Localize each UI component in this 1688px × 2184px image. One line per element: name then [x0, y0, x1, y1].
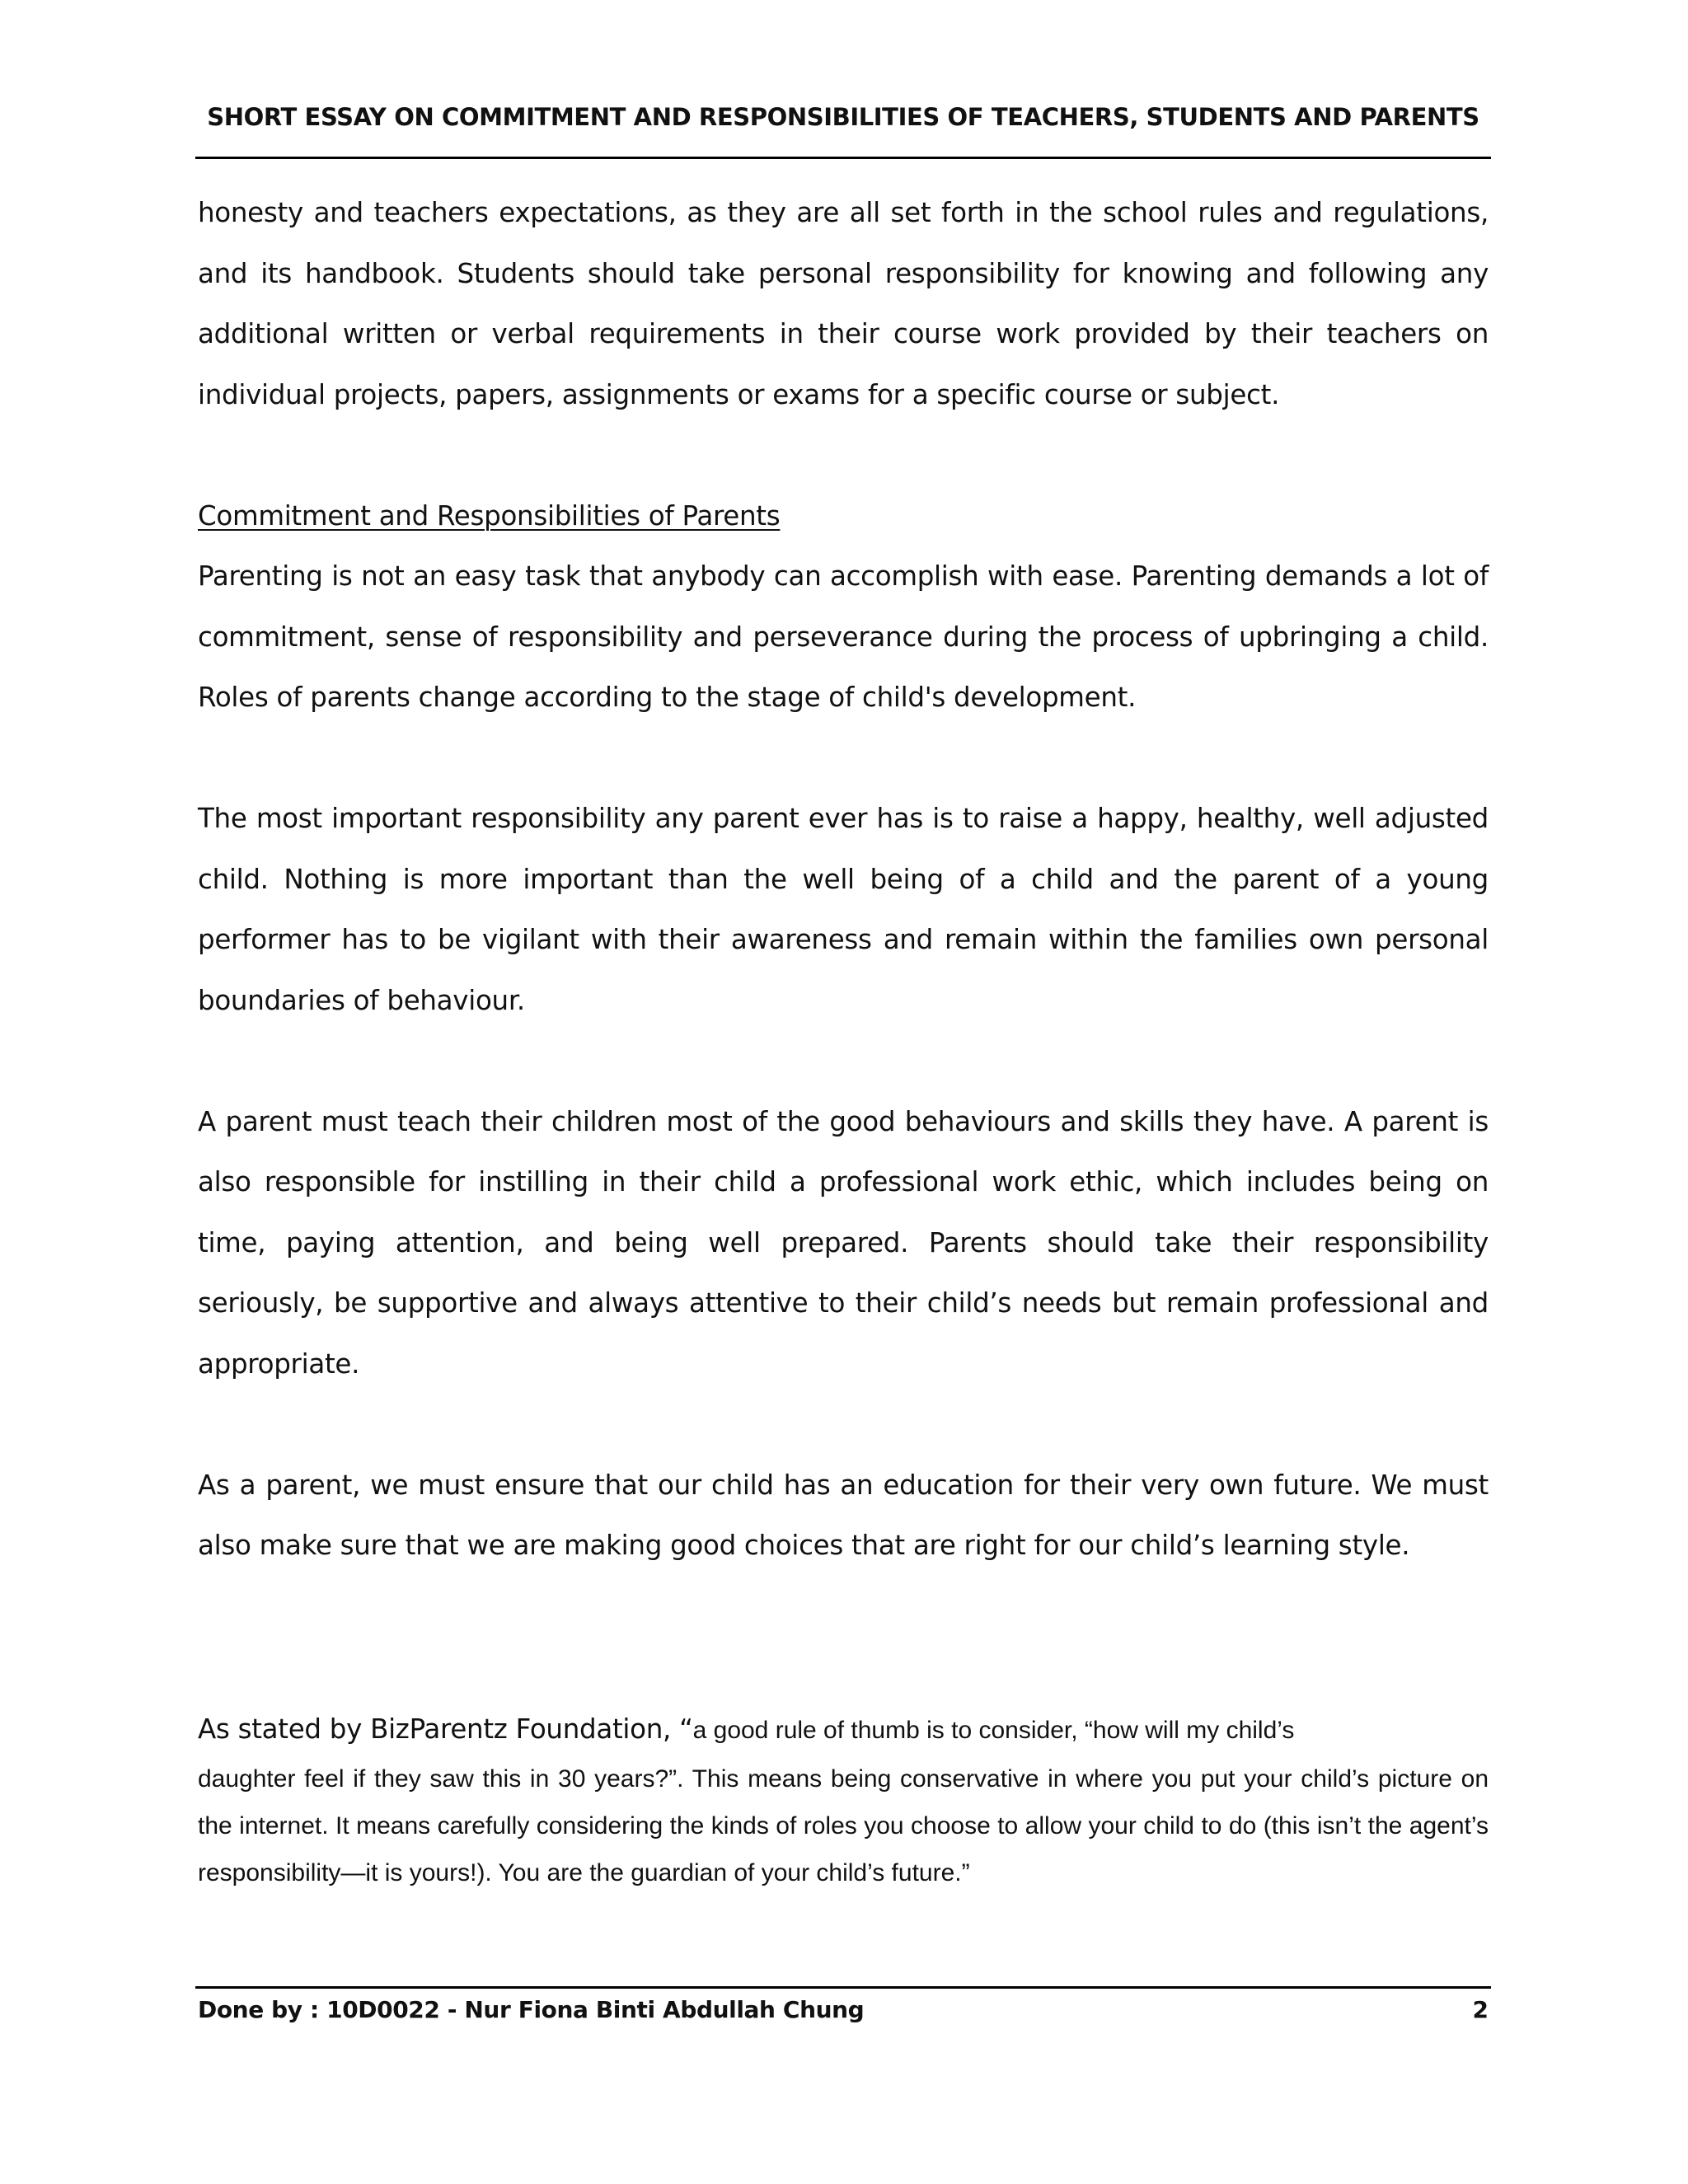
spacer	[198, 1031, 1489, 1092]
quote-first-line	[198, 1704, 1489, 1755]
footer-author: Done by : 10D0022 - Nur Fiona Binti Abdullah Chung	[198, 1996, 865, 2023]
header-rule	[195, 157, 1491, 159]
quote-first-line-tail: a good rule of thumb is to consider, “how will my child’s	[692, 1717, 1295, 1744]
spacer	[198, 1394, 1489, 1455]
paragraph-teach-behaviours: A parent must teach their children most of the good behaviours and skills they have. A parent is also responsible for instilling in their child a professional work ethic, which includes being on time, paying attention, and being well prepared. Parents should take their responsibility seriously, be supportive and always attentive to their child’s needs but remain professional and appropriate.	[198, 1105, 1489, 1380]
footer-rule	[195, 1986, 1491, 1989]
essay-body	[198, 183, 1489, 1577]
quote-continuation: daughter feel if they saw this in 30 years?”. This means being conservative in where you put your child’s picture on the internet. It means carefully considering the kinds of roles you choose to allow your child to do (this isn’t the agent’s responsibility—it is yours!). You are the guardian of your child’s future.”	[198, 1765, 1489, 1886]
paragraph-education-future: As a parent, we must ensure that our child has an education for their very own future. We must also make sure that we are making good choices that are right for our child’s learning style.	[198, 1469, 1489, 1561]
page-number: 2	[1472, 1996, 1489, 2023]
paragraph-most-important: The most important responsibility any parent ever has is to raise a happy, healthy, well adjusted child. Nothing is more important than the well being of a child and the parent of a young performer has to be vigilant with their awareness and remain within the families own personal boundaries of behaviour.	[198, 803, 1489, 1016]
spacer	[198, 729, 1489, 790]
intro-paragraph: honesty and teachers expectations, as they are all set forth in the school rules and regulations, and its handbook. Students should take personal responsibility for knowing and following any additional written or verbal requirements in their course work provided by their teachers on individual projects, papers, assignments or exams for a specific course or subject.	[198, 197, 1489, 410]
quote-lead-in: As stated by BizParentz Foundation, “	[198, 1713, 693, 1745]
paragraph-parenting-task: Parenting is not an easy task that anybody can accomplish with ease. Parenting demands a lot of commitment, sense of responsibility and perseverance during the process of upbringing a child. Roles of parents change according to the stage of child's development.	[198, 560, 1489, 713]
spacer	[198, 425, 1489, 486]
page-header: SHORT ESSAY ON COMMITMENT AND RESPONSIBILITIES OF TEACHERS, STUDENTS AND PARENTS	[207, 103, 1479, 131]
quote-paragraph	[198, 1704, 1489, 1896]
section-heading: Commitment and Responsibilities of Parents	[198, 499, 781, 532]
